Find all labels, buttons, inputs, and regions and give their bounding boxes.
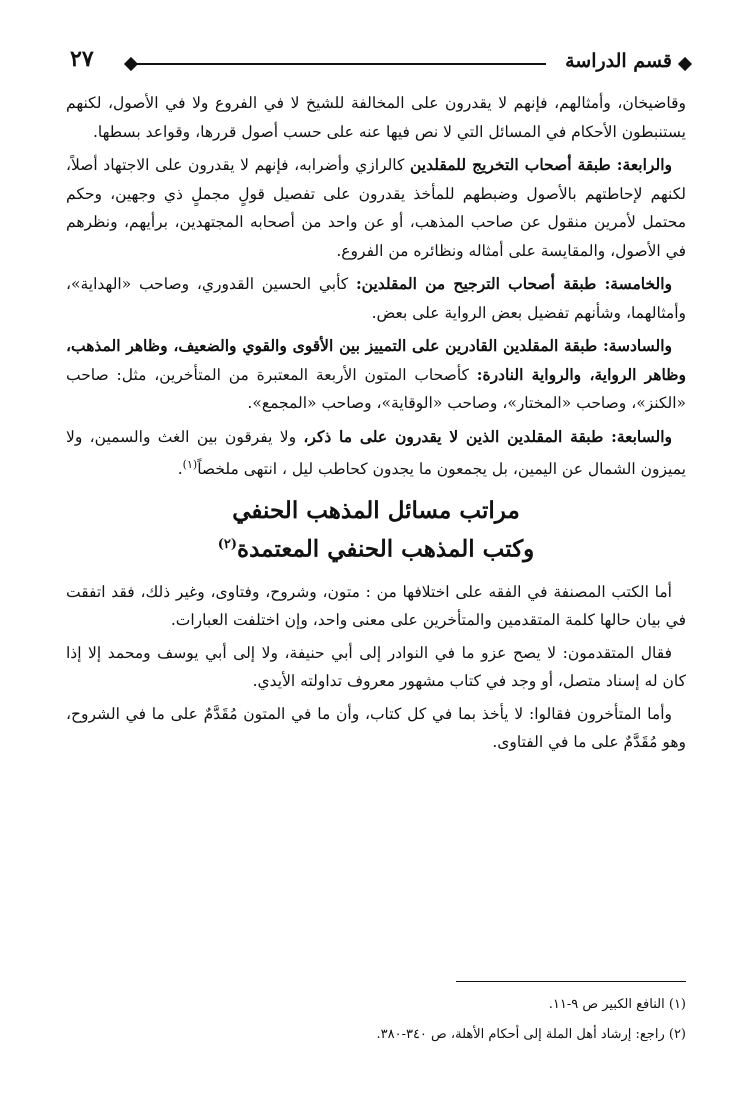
seventh-rank-end: . — [177, 460, 183, 479]
footnote-1: (١) النافع الكبير ص ٩-١١. — [548, 997, 686, 1012]
fourth-rank-text: كالرازي وأضرابه، فإنهم لا يقدرون على الاجتهاد أصلاً، لكنهم لإحاطتهم بالأصول وضبطهم للمأخذ يقدرون على تفصيل قولٍ مجملٍ ذي وجهين، وحكم محتمل لأمرين منقول عن صاحب المذهب، أو عن واحد من أصحابه المجتهدين، برأيهم، ونظرهم في الأصول، والمقايسة على أمثاله ونظائره من الفروع. — [66, 156, 686, 260]
footnote-ref-2: (٢) — [217, 536, 238, 552]
footnote-2: (٢) راجع: إرشاد أهل الملة إلى أحكام الأهلة، ص ٣٤٠-٣٨٠. — [376, 1027, 686, 1042]
header-rule — [134, 63, 546, 65]
seventh-rank-text: ولا يفرقون بين الغث والسمين، ولا يميزون الشمال عن اليمين، بل يجمعون ما يجدون كحاطب ليل ، انتهى ملخصاً — [66, 427, 686, 479]
footnote-ref-1: (١) — [182, 458, 198, 471]
sixth-rank-text: كأصحاب المتون الأربعة المعتبرة من المتأخرين، مثل: صاحب «الكنز»، وصاحب «المختار»، وصاحب «الوقاية»، وصاحب «المجمع». — [66, 365, 686, 412]
paragraph-early-scholars: فقال المتقدمون: لا يصح عزو ما في النوادر إلى أبي حنيفة، ولا إلى أبي يوسف ومحمد إلا إذا كان له إسناد متصل، أو وجد في كتاب مشهور معروف تداولته الأيدي. — [66, 644, 686, 691]
paragraph-sixth-rank — [66, 332, 686, 418]
paragraph-fourth-rank — [66, 151, 686, 265]
header-diamond-right — [678, 57, 692, 71]
section-heading — [66, 494, 686, 567]
footnotes — [66, 990, 686, 1050]
page-body — [66, 89, 686, 761]
paragraph-later-scholars: وأما المتأخرون فقالوا: لا يأخذ بما في كل كتاب، وأن ما في المتون مُقَدَّمٌ على ما في الشروح، وهو مُقَدَّمٌ على ما في الفتاوى. — [66, 705, 686, 752]
fifth-rank-text: كأبي الحسين القدوري، وصاحب «الهداية»، وأمثالهما، وشأنهم تفضيل بعض الرواية على بعض. — [66, 275, 686, 322]
heading-line-1: مراتب مسائل المذهب الحنفي — [232, 496, 520, 524]
sixth-rank-lead: والسادسة: طبقة المقلدين القادرين على التمييز بين الأقوى والقوي والضعيف، وظاهر المذهب، وظاهر الرواية، والرواية النادرة: — [66, 336, 686, 384]
paragraph-books: أما الكتب المصنفة في الفقه على اختلافها من : متون، وشروح، وفتاوى، وغير ذلك، فقد اتفقت في بيان حالها كلمة المتقدمين والمتأخرين على معنى واحد، وإن اختلفت العبارات. — [66, 583, 686, 630]
page-number: ٢٧ — [70, 46, 94, 72]
paragraph-fifth-rank — [66, 270, 686, 327]
fifth-rank-lead: والخامسة: طبقة أصحاب الترجيح من المقلدين: — [355, 274, 672, 293]
heading-line-2 — [66, 528, 686, 567]
section-title: قسم الدراسة — [565, 50, 672, 72]
fourth-rank-lead: والرابعة: طبقة أصحاب التخريج للمقلدين — [410, 155, 672, 174]
running-header — [66, 46, 686, 78]
paragraph-continuation: وقاضيخان، وأمثالهم، فإنهم لا يقدرون على المخالفة للشيخ لا في الفروع ولا في الأصول، لكنهم يستنبطون الأحكام في المسائل التي لا نص فيها عنه على حسب أصول قررها، وقواعد بسطها. — [66, 94, 686, 141]
paragraph-seventh-rank — [66, 423, 686, 484]
heading-line-2-text: وكتب المذهب الحنفي المعتمدة — [237, 535, 535, 563]
seventh-rank-lead: والسابعة: طبقة المقلدين الذين لا يقدرون على ما ذكر، — [303, 426, 672, 446]
footnote-separator — [456, 981, 686, 982]
header-diamond-left — [124, 57, 138, 71]
